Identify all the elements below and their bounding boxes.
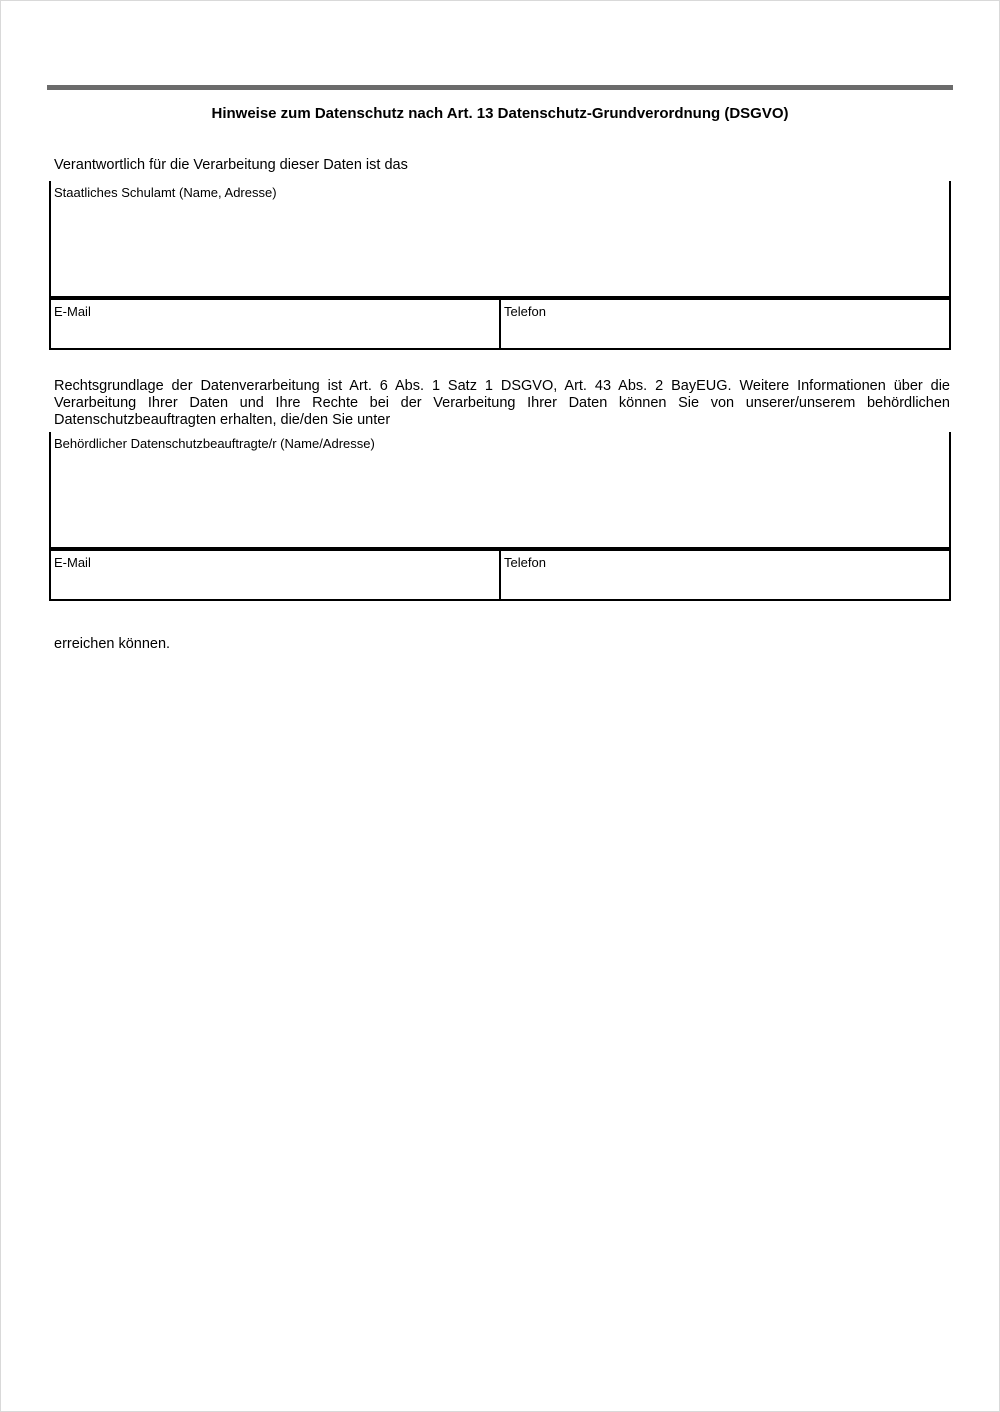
dpo-phone-label: Telefon (504, 555, 546, 570)
dpo-phone-field[interactable] (499, 549, 951, 601)
dpo-name-address-label: Behördlicher Datenschutzbeauftragte/r (Name/Adresse) (54, 436, 375, 451)
school-authority-email-label: E-Mail (54, 304, 91, 319)
school-authority-email-field[interactable] (49, 298, 501, 350)
header-rule (47, 85, 953, 90)
legal-basis-text: Rechtsgrundlage der Datenverarbeitung ist Art. 6 Abs. 1 Satz 1 DSGVO, Art. 43 Abs. 2 BayEUG. Weitere Informationen über die Verarbeitung Ihrer Daten und Ihre Rechte bei der Verarbeitung Ihrer Daten können Sie von unserer/unserem behördlichen Datenschutzbeauftragten erhalten, die/den Sie unter (54, 378, 950, 428)
dpo-email-field[interactable] (49, 549, 501, 601)
school-authority-phone-input[interactable] (504, 324, 946, 345)
school-authority-email-input[interactable] (54, 324, 496, 345)
dpo-name-address-field[interactable] (49, 432, 951, 549)
dpo-phone-input[interactable] (504, 575, 946, 596)
dpo-email-input[interactable] (54, 575, 496, 596)
school-authority-name-address-label: Staatliches Schulamt (Name, Adresse) (54, 185, 277, 200)
page-title: Hinweise zum Datenschutz nach Art. 13 Datenschutz-Grundverordnung (DSGVO) (211, 105, 789, 122)
intro-text: Verantwortlich für die Verarbeitung dieser Daten ist das (54, 157, 408, 173)
school-authority-phone-label: Telefon (504, 304, 546, 319)
school-authority-name-address-field[interactable] (49, 181, 951, 298)
dpo-email-label: E-Mail (54, 555, 91, 570)
school-authority-name-address-input[interactable] (54, 205, 946, 293)
school-authority-phone-field[interactable] (499, 298, 951, 350)
closing-text: erreichen können. (54, 636, 171, 652)
dpo-name-address-input[interactable] (54, 456, 946, 544)
